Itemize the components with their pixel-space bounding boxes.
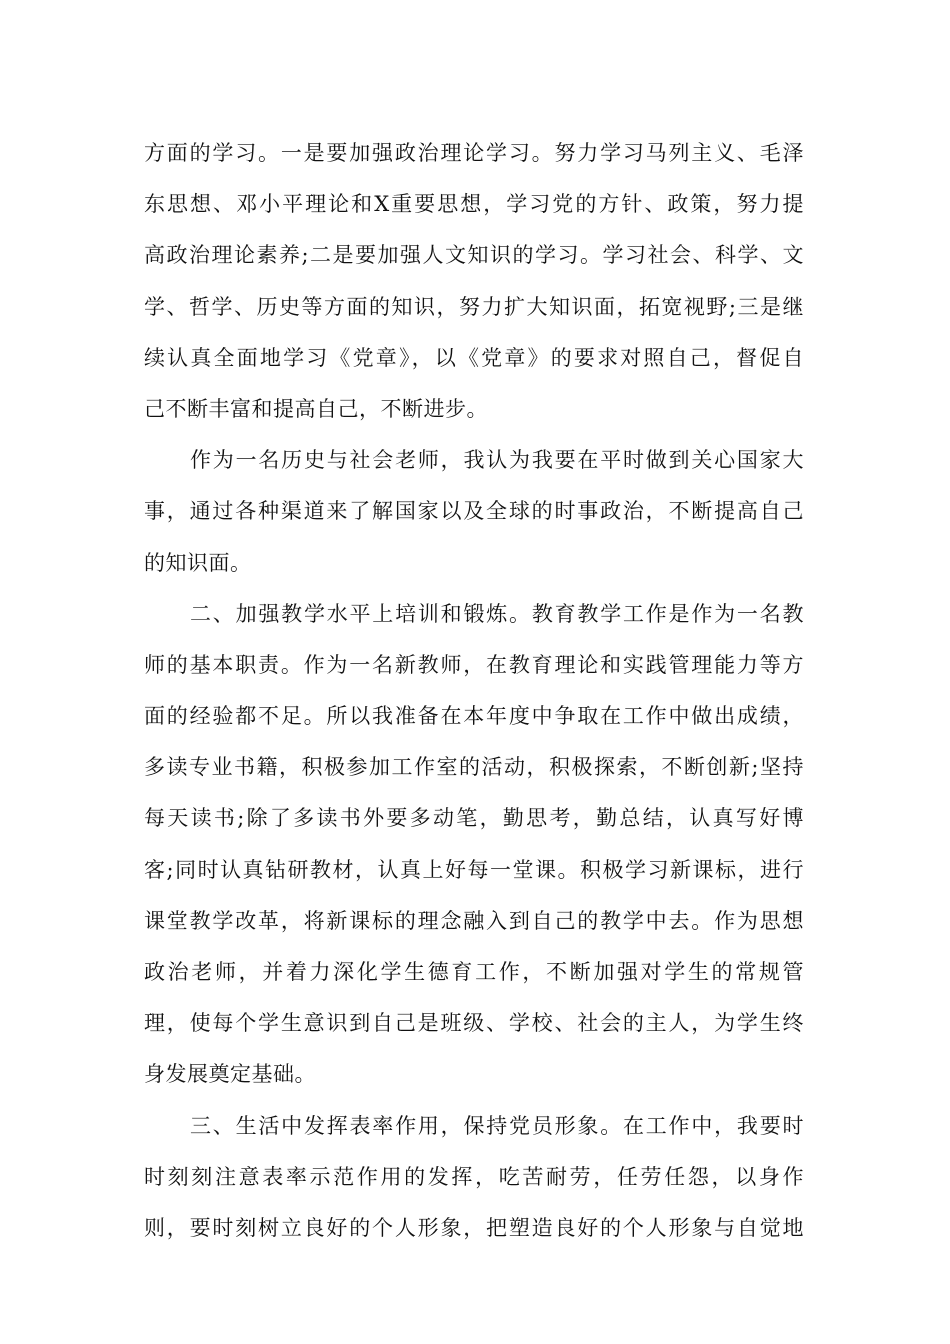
text-line: 多读专业书籍，积极参加工作室的活动，积极探索，不断创新;坚持 bbox=[144, 755, 804, 780]
text-line: 作为一名历史与社会老师，我认为我要在平时做到关心国家大 bbox=[190, 448, 804, 473]
paragraph-history-teacher bbox=[144, 435, 804, 589]
text-line: 高政治理论素养;二是要加强人文知识的学习。学习社会、科学、文 bbox=[144, 243, 804, 268]
text-line: 东思想、邓小平理论和X重要思想，学习党的方针、政策，努力提 bbox=[144, 192, 804, 217]
text-line: 学、哲学、历史等方面的知识，努力扩大知识面，拓宽视野;三是继 bbox=[144, 294, 804, 319]
text-line: 己不断丰富和提高自己，不断进步。 bbox=[144, 396, 488, 421]
text-line: 事，通过各种渠道来了解国家以及全球的时事政治，不断提高自己 bbox=[144, 499, 804, 524]
text-line: 二、加强教学水平上培训和锻炼。教育教学工作是作为一名教 bbox=[190, 601, 804, 626]
text-line: 时刻刻注意表率示范作用的发挥，吃苦耐劳，任劳任怨，以身作 bbox=[144, 1164, 804, 1189]
text-line: 方面的学习。一是要加强政治理论学习。努力学习马列主义、毛泽 bbox=[144, 141, 804, 165]
text-line: 身发展奠定基础。 bbox=[144, 1062, 316, 1087]
text-line: 理，使每个学生意识到自己是班级、学校、社会的主人，为学生终 bbox=[144, 1011, 804, 1036]
text-line: 三、生活中发挥表率作用，保持党员形象。在工作中，我要时 bbox=[190, 1113, 804, 1138]
text-line: 续认真全面地学习《党章》，以《党章》的要求对照自己，督促自 bbox=[144, 345, 804, 370]
paragraph-study-plan bbox=[144, 128, 804, 435]
text-line: 客;同时认真钻研教材，认真上好每一堂课。积极学习新课标，进行 bbox=[144, 857, 804, 882]
text-line: 的知识面。 bbox=[144, 550, 252, 575]
paragraph-teaching-training bbox=[144, 589, 804, 1101]
text-line: 则，要时刻树立良好的个人形象，把塑造良好的个人形象与自觉地 bbox=[144, 1215, 804, 1240]
document-body bbox=[144, 128, 804, 1254]
text-line: 课堂教学改革，将新课标的理念融入到自己的教学中去。作为思想 bbox=[144, 908, 804, 933]
text-line: 政治老师，并着力深化学生德育工作，不断加强对学生的常规管 bbox=[144, 960, 804, 984]
text-line: 面的经验都不足。所以我准备在本年度中争取在工作中做出成绩， bbox=[144, 704, 804, 729]
text-line: 每天读书;除了多读书外要多动笔，勤思考，勤总结，认真写好博 bbox=[144, 806, 804, 831]
paragraph-role-model bbox=[144, 1101, 804, 1255]
text-line: 师的基本职责。作为一名新教师，在教育理论和实践管理能力等方 bbox=[144, 652, 804, 677]
